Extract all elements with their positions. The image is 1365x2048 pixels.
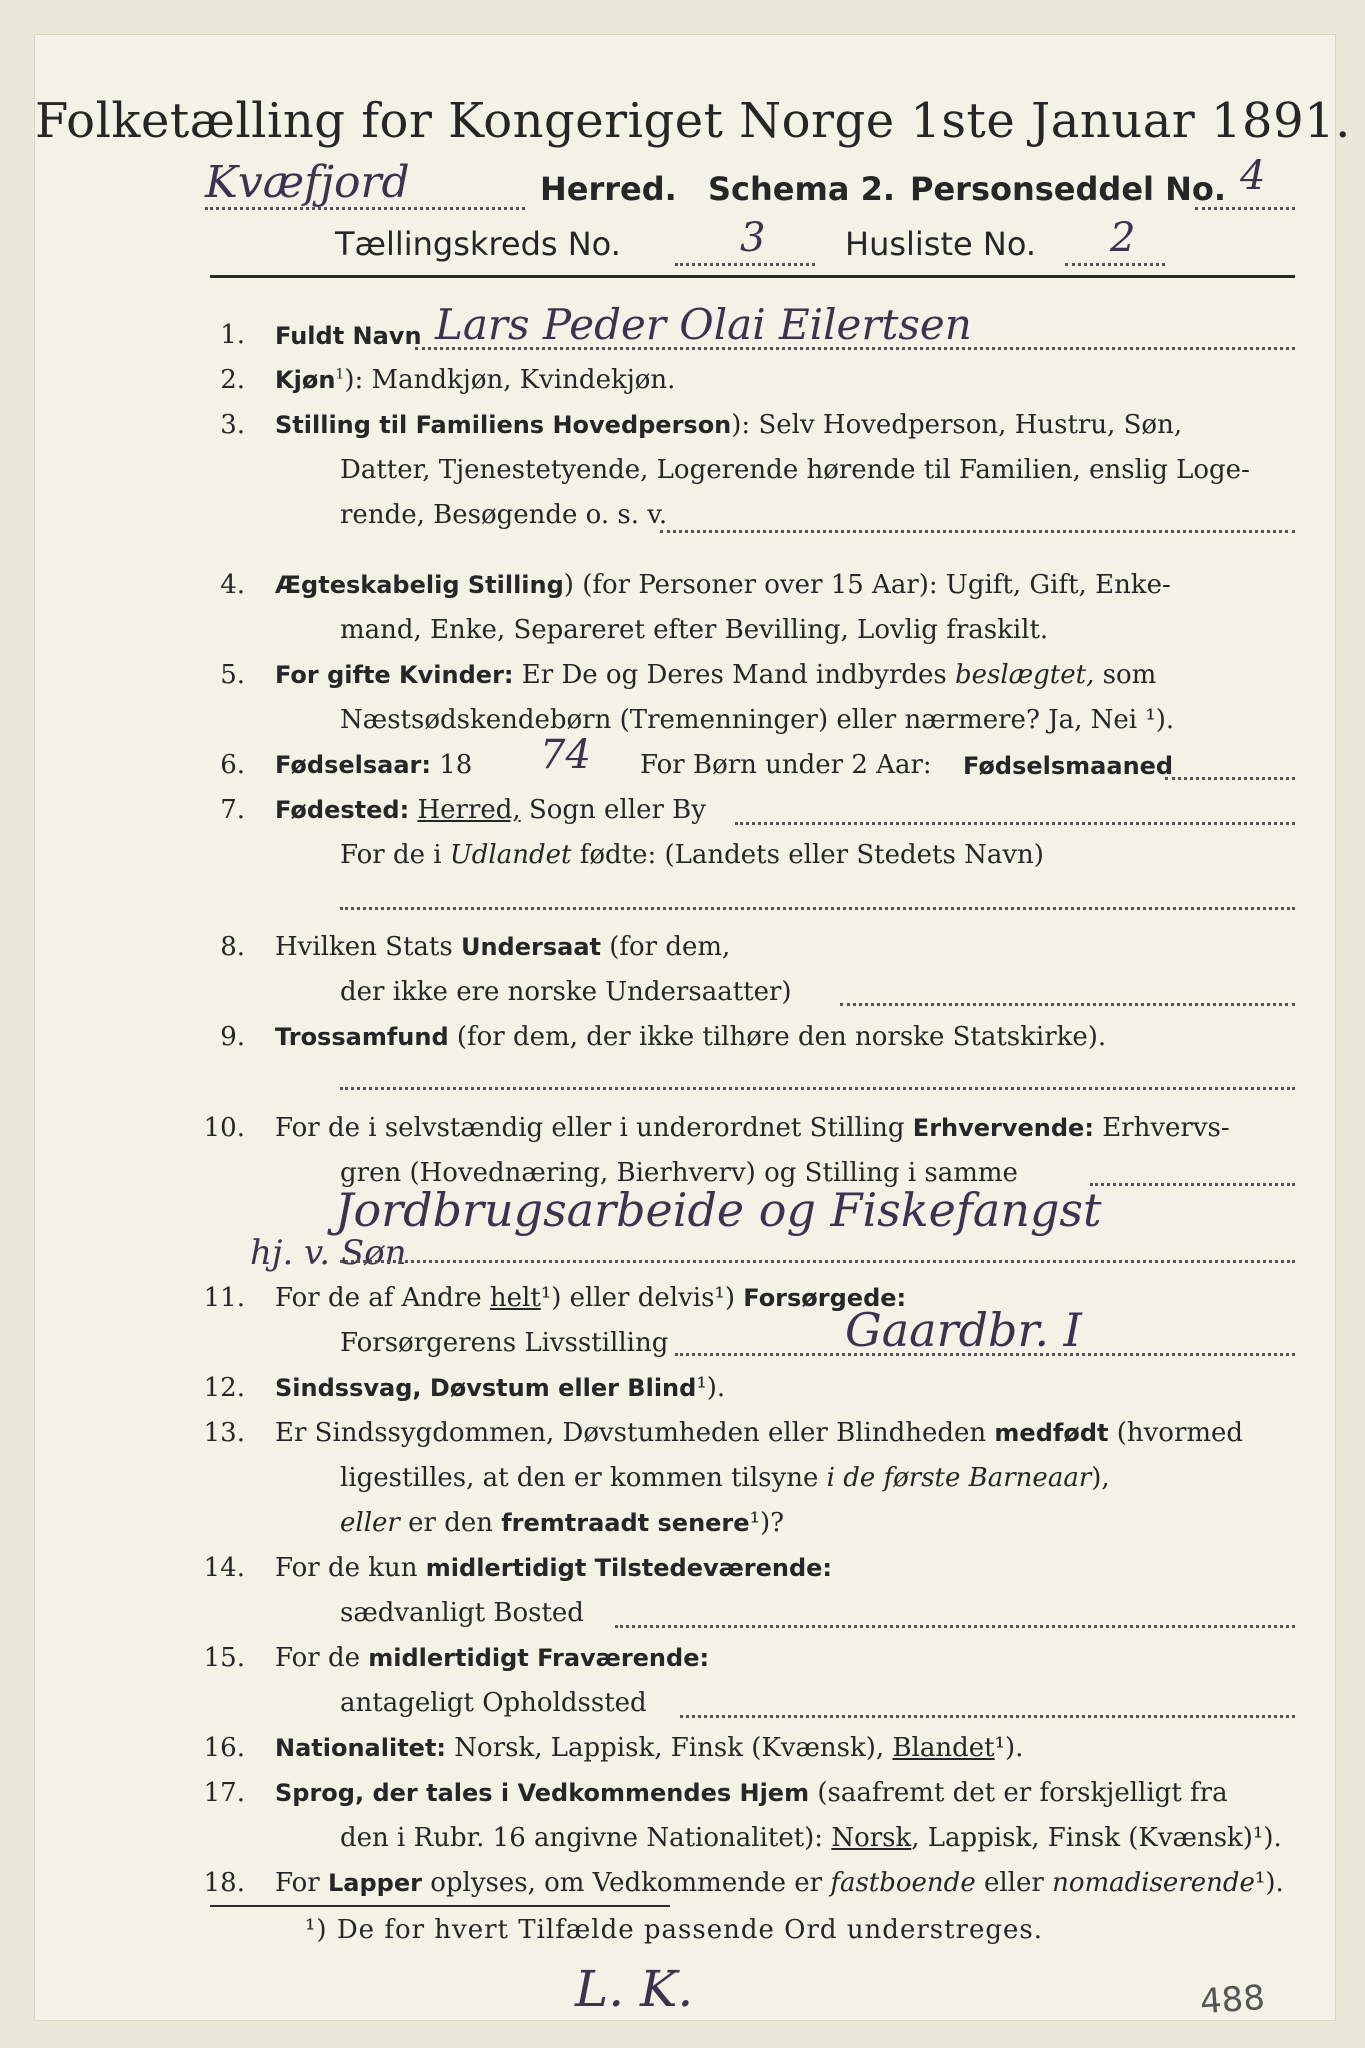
q3-text-a: ): Selv Hovedperson, Hustru, Søn,: [731, 410, 1183, 440]
q4-number: 4.: [220, 570, 245, 600]
q10-status-handwritten: hj. v. Søn: [250, 1233, 407, 1273]
herred-dotted-line: [205, 207, 525, 210]
q7-text-c-italic: Udlandet: [449, 840, 572, 870]
q18-text-c-italic: nomadiserende: [1052, 1868, 1255, 1898]
q10-number: 10.: [203, 1113, 245, 1143]
q11-number: 11.: [203, 1283, 245, 1313]
q9-number: 9.: [220, 1022, 245, 1052]
q1-answer: Lars Peder Olai Eilertsen: [435, 300, 972, 349]
q3-text-b: Datter, Tjenestetyende, Logerende hørende til Familien, enslig Loge-: [340, 455, 1250, 485]
q8-text-a: Hvilken Stats: [275, 932, 461, 962]
q13-text-d-italic: eller: [340, 1508, 400, 1538]
q10-text-a: For de i selvstændig eller i underordnet Stilling: [275, 1113, 913, 1143]
q18-text-b: oplyses, om Vedkommende er: [421, 1868, 831, 1898]
q11-text-a-mid: ¹) eller delvis¹): [540, 1283, 744, 1313]
q2-line: [275, 365, 675, 395]
q13-text-a: Er Sindssygdommen, Døvstumheden eller Blindheden: [275, 1418, 995, 1448]
q7-line-a: [275, 795, 706, 825]
q15-number: 15.: [203, 1643, 245, 1673]
q14-number: 14.: [203, 1553, 245, 1583]
q15-dotted-line: [680, 1715, 1295, 1718]
personseddel-label: Personseddel No.: [910, 170, 1227, 208]
q17-text-b-underlined: Norsk: [831, 1823, 912, 1853]
q13-text-c-italic: i de første Barneaar: [826, 1463, 1092, 1493]
q14-label: midlertidigt Tilstedeværende:: [425, 1554, 833, 1582]
schema-label: Schema 2.: [708, 170, 895, 208]
q14-text-a: For de kun: [275, 1553, 426, 1583]
q10-dotted-line-b: [340, 1260, 1295, 1263]
q4-text-b: mand, Enke, Separeret efter Bevilling, Lovlig fraskilt.: [340, 615, 1049, 645]
husliste-dotted-line: [1065, 263, 1165, 266]
q17-line-a: [275, 1778, 1228, 1808]
q8-label: Undersaat: [460, 933, 601, 961]
q5-number: 5.: [220, 660, 245, 690]
q6-label: Fødselsaar:: [275, 751, 431, 779]
q12-number: 12.: [203, 1373, 245, 1403]
q16-text-a-end: ¹).: [994, 1733, 1024, 1763]
husliste-label: Husliste No.: [845, 225, 1036, 263]
q16-text-a-underlined: Blandet: [892, 1733, 995, 1763]
q8-line-a: [275, 932, 730, 962]
q7-line-c: [340, 840, 1044, 870]
q1-dotted-line: [415, 347, 1295, 350]
q15-line-a: [275, 1643, 709, 1673]
q6-text-b: For Børn under 2 Aar:: [640, 750, 932, 780]
q13-label: medfødt: [994, 1419, 1109, 1447]
q15-text-b: antageligt Opholdssted: [340, 1688, 647, 1718]
page-number: 488: [1198, 1977, 1267, 2023]
q1-number: 1.: [220, 320, 245, 350]
q10-label: Erhvervende:: [912, 1114, 1094, 1142]
q18-label: Lapper: [327, 1869, 422, 1897]
q6-dotted-line: [1165, 777, 1295, 780]
q11-label: Forsørgede:: [743, 1284, 907, 1312]
q8-dotted-line: [840, 1003, 1295, 1006]
q3-dotted-line: [660, 530, 1295, 533]
q6-text-c: Fødselsmaaned: [963, 752, 1174, 780]
initials-handwritten: L. K.: [575, 1960, 694, 2018]
q17-line-b: [340, 1823, 1282, 1853]
q13-text-c: ligestilles, at den er kommen tilsyne: [340, 1463, 827, 1493]
q11-text-a-underlined: helt: [489, 1283, 541, 1313]
q8-text-b: (for dem,: [600, 932, 731, 962]
q11-text-a: For de af Andre: [275, 1283, 490, 1313]
q1-label: Fuldt Navn: [275, 322, 422, 350]
q7-number: 7.: [220, 795, 245, 825]
q13-text-b: (hvormed: [1108, 1418, 1244, 1448]
q7-dotted-line-a: [735, 822, 1295, 825]
q5-text-a: Er De og Deres Mand indbyrdes: [521, 660, 956, 690]
q12-label: Sindssvag, Døvstum eller Blind: [275, 1374, 697, 1402]
q2-number: 2.: [220, 365, 245, 395]
q10-text-b: Erhvervs-: [1093, 1113, 1230, 1143]
q5-text-a-italic: beslægtet,: [955, 660, 1095, 690]
footnote: ¹) De for hvert Tilfælde passende Ord understreges.: [305, 1915, 1044, 1945]
q18-text-c-end: ¹).: [1254, 1868, 1284, 1898]
personseddel-number: 4: [1240, 153, 1266, 199]
q8-number: 8.: [220, 932, 245, 962]
q14-line-a: [275, 1553, 832, 1583]
q13-line-a: [275, 1418, 1243, 1448]
q12-text-a: ¹).: [696, 1373, 726, 1403]
q16-text-a: Norsk, Lappisk, Finsk (Kvænsk),: [446, 1733, 893, 1763]
q7-text-b: Sogn eller By: [528, 795, 706, 825]
q13-text-d-end: ¹)?: [749, 1508, 785, 1538]
q15-label: midlertidigt Fraværende:: [368, 1644, 710, 1672]
header-rule: [210, 275, 1295, 278]
q4-text-a: ) (for Personer over 15 Aar): Ugift, Gift, Enke-: [563, 570, 1171, 600]
q10-occupation-handwritten: Jordbrugsarbeide og Fiskefangst: [335, 1183, 1102, 1237]
q16-line: [275, 1733, 1023, 1763]
q18-line: [275, 1868, 1284, 1898]
q13-line-c: [340, 1463, 1110, 1493]
q2-label: Kjøn: [275, 366, 336, 394]
personseddel-dotted-line: [1195, 207, 1295, 210]
q17-number: 17.: [203, 1778, 245, 1808]
q4-label: Ægteskabelig Stilling: [275, 571, 564, 599]
q7-text-c-end: fødte: (Landets eller Stedets Navn): [571, 840, 1044, 870]
q7-text-c: For de i: [340, 840, 450, 870]
q2-sup: 1: [335, 366, 345, 383]
q5-text-a-end: som: [1094, 660, 1157, 690]
taellingskreds-label: Tællingskreds No.: [335, 225, 621, 263]
q9-text-a: (for dem, der ikke tilhøre den norske Statskirke).: [448, 1022, 1107, 1052]
q14-text-b: sædvanligt Bosted: [340, 1598, 584, 1628]
q15-text-a: For de: [275, 1643, 369, 1673]
q18-text-c: eller: [975, 1868, 1053, 1898]
herred-handwritten: Kvæfjord: [205, 157, 410, 208]
q7-dotted-line-b: [340, 907, 1295, 910]
q9-label: Trossamfund: [275, 1023, 449, 1051]
taellingskreds-dotted-line: [675, 263, 815, 266]
q6-line: [275, 750, 472, 780]
q9-line: [275, 1022, 1106, 1052]
taellingskreds-number: 3: [740, 215, 766, 261]
q17-text-b: den i Rubr. 16 angivne Nationalitet):: [340, 1823, 832, 1853]
q3-number: 3.: [220, 410, 245, 440]
q5-text-b: Næstsødskendebørn (Tremenninger) eller nærmere? Ja, Nei ¹).: [340, 705, 1175, 735]
q2-text: ): Mandkjøn, Kvindekjøn.: [344, 365, 676, 395]
footnote-rule: [210, 1905, 670, 1907]
q18-number: 18.: [203, 1868, 245, 1898]
q6-number: 6.: [220, 750, 245, 780]
q11-provider-handwritten: Gaardbr. I: [845, 1303, 1082, 1357]
q18-text-a: For: [275, 1868, 328, 1898]
q16-label: Nationalitet:: [275, 1734, 447, 1762]
q3-text-c: rende, Besøgende o. s. v.: [340, 500, 668, 530]
census-form-page: [35, 35, 1351, 2023]
q5-line-a: [275, 660, 1156, 690]
q10-line-a: [275, 1113, 1230, 1143]
q9-dotted-line: [340, 1087, 1295, 1090]
q12-line: [275, 1373, 725, 1403]
q13-text-c-end: ),: [1091, 1463, 1110, 1493]
q6-year-handwritten: 74: [540, 732, 591, 778]
q5-label: For gifte Kvinder:: [275, 661, 514, 689]
q3-line-a: [275, 410, 1182, 440]
q7-label: Fødested:: [275, 796, 410, 824]
q13-line-d: [340, 1508, 784, 1538]
q6-text-a: 18: [439, 750, 473, 780]
form-title: Folketælling for Kongeriget Norge 1ste Januar 1891.: [35, 93, 1351, 149]
q7-text-a: Herred,: [417, 795, 521, 825]
q13-number: 13.: [203, 1418, 245, 1448]
q4-line-a: [275, 570, 1171, 600]
q17-text-a: (saafremt det er forskjelligt fra: [809, 1778, 1228, 1808]
q18-text-b-italic: fastboende: [830, 1868, 976, 1898]
q17-text-b-end: , Lappisk, Finsk (Kvænsk)¹).: [911, 1823, 1282, 1853]
husliste-number: 2: [1110, 215, 1136, 261]
q17-label: Sprog, der tales i Vedkommendes Hjem: [275, 1779, 810, 1807]
q11-line-a: [275, 1283, 906, 1313]
q11-text-b: Forsørgerens Livsstilling: [340, 1328, 669, 1358]
q13-text-d-bold: fremtraadt senere: [501, 1509, 750, 1537]
q8-text-c: der ikke ere norske Undersaatter): [340, 977, 792, 1007]
q3-label: Stilling til Familiens Hovedperson: [275, 411, 732, 439]
herred-label: Herred.: [540, 170, 677, 208]
q10-text-c: gren (Hovednæring, Bierhverv) og Stilling i samme: [340, 1158, 1018, 1188]
q16-number: 16.: [203, 1733, 245, 1763]
q14-dotted-line: [615, 1625, 1295, 1628]
q13-text-d: er den: [399, 1508, 502, 1538]
q10-dotted-line-a: [1090, 1183, 1295, 1186]
